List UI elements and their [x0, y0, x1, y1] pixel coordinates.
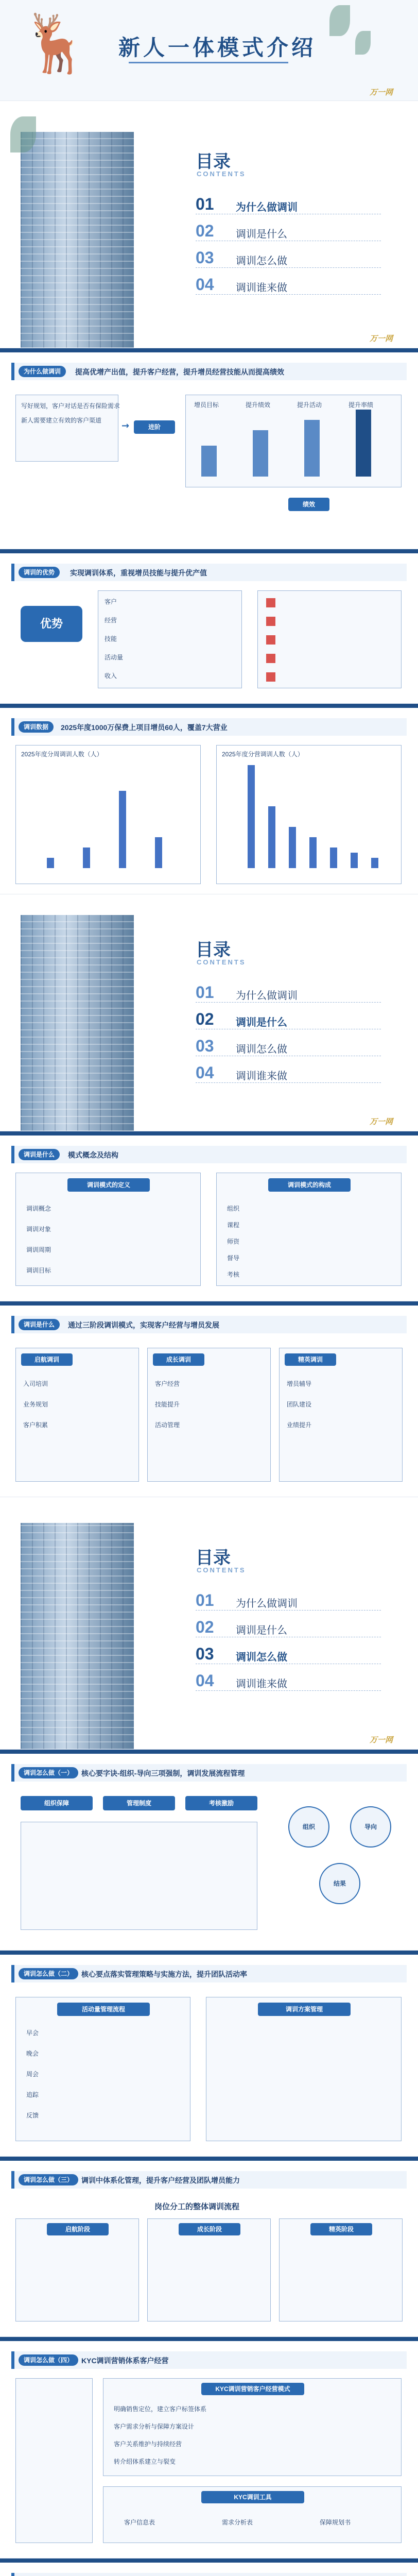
side-table [15, 2378, 93, 2543]
chart-panel-2: 2025年度分营调训人数（人） [216, 745, 402, 884]
leaf-decoration [10, 116, 36, 152]
bar [248, 765, 255, 868]
advantage-badge: 优势 [21, 606, 82, 642]
cover-slide [0, 0, 418, 101]
bar [304, 420, 320, 477]
left-panel: 写好规划，客户对话是否有保险需求 新人需要建立有效的客户渠道 [15, 395, 118, 462]
bar [268, 806, 275, 868]
bar [356, 410, 371, 477]
advantage-slide [0, 549, 418, 704]
brand-logo: 万一网 [370, 88, 393, 97]
how1-slide: 调训怎么做（一） 核心要字诀-组织-导向三项强制，调训发展流程管理 组织保障 管理制度 考核激励 组织 导向 结果 [0, 1750, 418, 1951]
how1-body [21, 1822, 257, 1930]
bar [155, 837, 162, 868]
stats-slide [0, 704, 418, 894]
agenda-title: 目录 [196, 152, 231, 172]
who-slide [0, 2558, 418, 2576]
agenda-subtitle: CONTENTS [197, 170, 246, 178]
definition-panel: 调训模式的定义 调训概念 调训对象 调训周期 调训目标 [15, 1173, 201, 1286]
deer-icon: 🦌 [21, 10, 91, 76]
stage-1: 启航调训 入司培训 业务规划 客户积累 [15, 1348, 139, 1482]
agenda-slide-1 [0, 101, 418, 348]
agenda-item-1[interactable]: 01 为什么做调训 [196, 194, 381, 214]
bar [119, 791, 126, 868]
structure-panel: 调训模式的构成 组织 课程 师资 督导 考核 [216, 1173, 402, 1286]
bar [47, 858, 54, 868]
stage-2: 成长调训 客户经营 技能提升 活动管理 [147, 1348, 271, 1482]
why-slide [0, 348, 418, 549]
section-tag: 为什么做调训 [19, 366, 66, 377]
bar [371, 858, 378, 868]
agenda-slide-2: 目录 CONTENTS 01 为什么做调训 02 调训是什么 03 调训怎么做 04 调训谁来做 万一网 [0, 894, 418, 1131]
how2-slide: 调训怎么做（二） 核心要点落实管理策略与实施方法，提升团队活动率 活动量管理流程 早会 晚会 周会 追踪 反馈 调训方案管理 [0, 1951, 418, 2157]
stage-3: 精英调训 增员辅导 团队建设 业绩提升 [279, 1348, 403, 1482]
section-headline: 提高优增产出值，提升客户经营，提升增员经营技能从而提高绩效 [75, 368, 284, 376]
agenda-item-3[interactable]: 03 调训怎么做 [196, 247, 381, 268]
bar [83, 848, 90, 868]
brand-logo: 万一网 [370, 334, 393, 343]
building-image [21, 132, 134, 348]
bar [330, 848, 337, 868]
how3-slide: 调训怎么做（三） 调训中体系化管理，提升客户经营及团队增员能力 岗位分工的整体调训流程 启航阶段 成长阶段 精英阶段 [0, 2157, 418, 2337]
section-header [11, 363, 407, 380]
result-label: 绩效 [288, 498, 329, 511]
what2-slide: 调训是什么 通过三阶段调训模式，实现客户经营与增员发展 启航调训 入司培训 业务规划 客户积累 成长调训 客户经营 技能提升 活动管理 精英调训 增员辅导 团队建设 业绩提升 [0, 1301, 418, 1497]
agenda-slide-3: 目录 CONTENTS 01 为什么做调训 02 调训是什么 03 调训怎么做 04 调训谁来做 万一网 [0, 1497, 418, 1750]
bar-panel: 增员目标 提升绩效 提升活动 提升率绩 [185, 395, 402, 487]
chart-panel-1: 2025年度分周调训人数（人） [15, 745, 201, 884]
agenda-item-4[interactable]: 04 调训谁来做 [196, 274, 381, 295]
arrow-right-icon: → [121, 420, 130, 431]
agenda-item-2[interactable]: 02 调训是什么 [196, 221, 381, 241]
bar [351, 853, 358, 868]
bar [253, 430, 268, 477]
section-header: 调训数据 2025年度1000万保费上项目增员60人，覆盖7大营业 [11, 718, 407, 736]
leaf-decoration [355, 31, 371, 55]
bar [289, 827, 296, 868]
cover-title: 新人一体模式介绍 [118, 35, 317, 60]
bar [201, 446, 217, 477]
center-label: 进阶 [134, 420, 175, 434]
cover-divider [129, 62, 288, 63]
bar [309, 837, 317, 868]
how4-slide: 调训怎么做（四） KYC调训营销体系客户经营 KYC调训营销客户经营模式 明确销售定位，建立客户标签体系 客户需求分析与保障方案设计 客户关系维护与持续经营 转介绍体系建立与裂变 KYC调训工具 客户信息表 需求分析表 保障规划书 [0, 2337, 418, 2558]
leaf-decoration [329, 5, 350, 36]
advantage-right [257, 590, 402, 688]
advantage-left: 客户 经营 技能 活动量 收入 [98, 590, 242, 688]
section-header: 调训的优势 实现调训体系，重视增员技能与提升优产值 [11, 564, 407, 581]
what-slide: 调训是什么 模式概念及结构 调训模式的定义 调训概念 调训对象 调训周期 调训目标 调训模式的构成 组织 课程 师资 督导 考核 [0, 1131, 418, 1301]
